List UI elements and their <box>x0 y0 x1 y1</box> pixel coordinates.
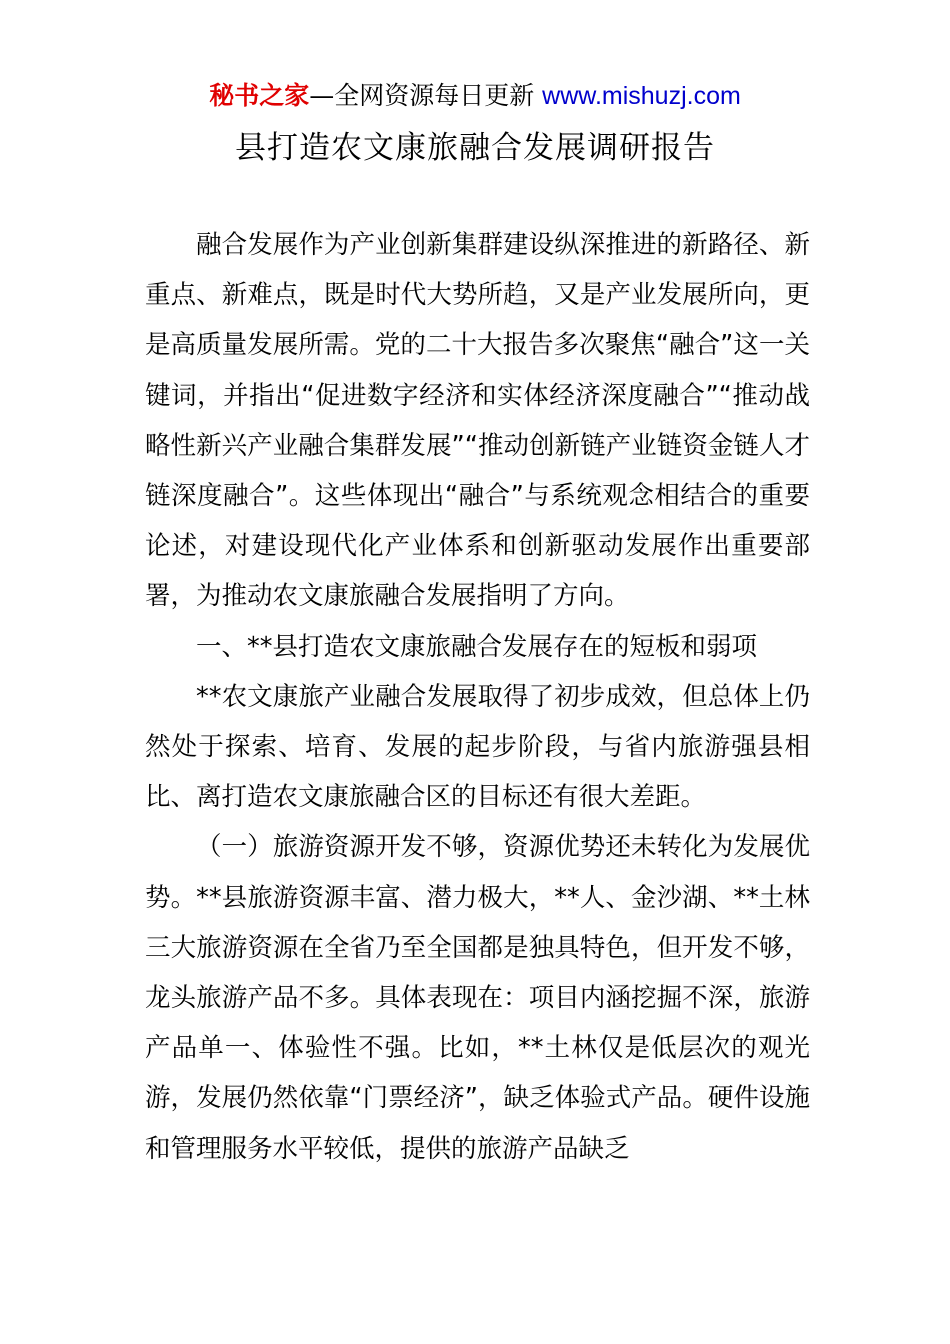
paragraph-overview: **农文康旅产业融合发展取得了初步成效，但总体上仍然处于探索、培育、发展的起步阶段，与省内旅游强县相比、离打造农文康旅融合区的目标还有很大差距。 <box>145 681 810 813</box>
paragraph-intro: 融合发展作为产业创新集群建设纵深推进的新路径、新重点、新难点，既是时代大势所趋，又是产业发展所向，更是高质量发展所需。党的二十大报告多次聚焦“融合”这一关键词，并指出“促进数字经济和实体经济深度融合”“推动战略性新兴产业融合集群发展”“推动创新链产业链资金链人才链深度融合”。这些体现出“融合”与系统观念相结合的重要论述，对建设现代化产业体系和创新驱动发展作出重要部署，为推动农文康旅融合发展指明了方向。 <box>145 230 810 612</box>
section-heading-1: 一、**县打造农文康旅融合发展存在的短板和弱项 <box>196 631 758 662</box>
document-title: 县打造农文康旅融合发展调研报告 <box>235 130 715 166</box>
site-header <box>0 80 950 112</box>
document-body <box>145 220 810 1174</box>
paragraph-subsection-1: （一）旅游资源开发不够，资源优势还未转化为发展优势。**县旅游资源丰富、潜力极大，**人、金沙湖、**土林三大旅游资源在全省乃至全国都是独具特色，但开发不够，龙头旅游产品不多。具体表现在：项目内涵挖掘不深，旅游产品单一、体验性不强。比如，**土林仅是低层次的观光游，发展仍然依靠“门票经济”，缺乏体验式产品。硬件设施和管理服务水平较低，提供的旅游产品缺乏 <box>145 832 810 1164</box>
header-slogan: —全网资源每日更新 <box>309 81 543 110</box>
site-url-link[interactable]: www.mishuzj.com <box>542 82 741 110</box>
brand-name: 秘书之家 <box>209 81 310 110</box>
